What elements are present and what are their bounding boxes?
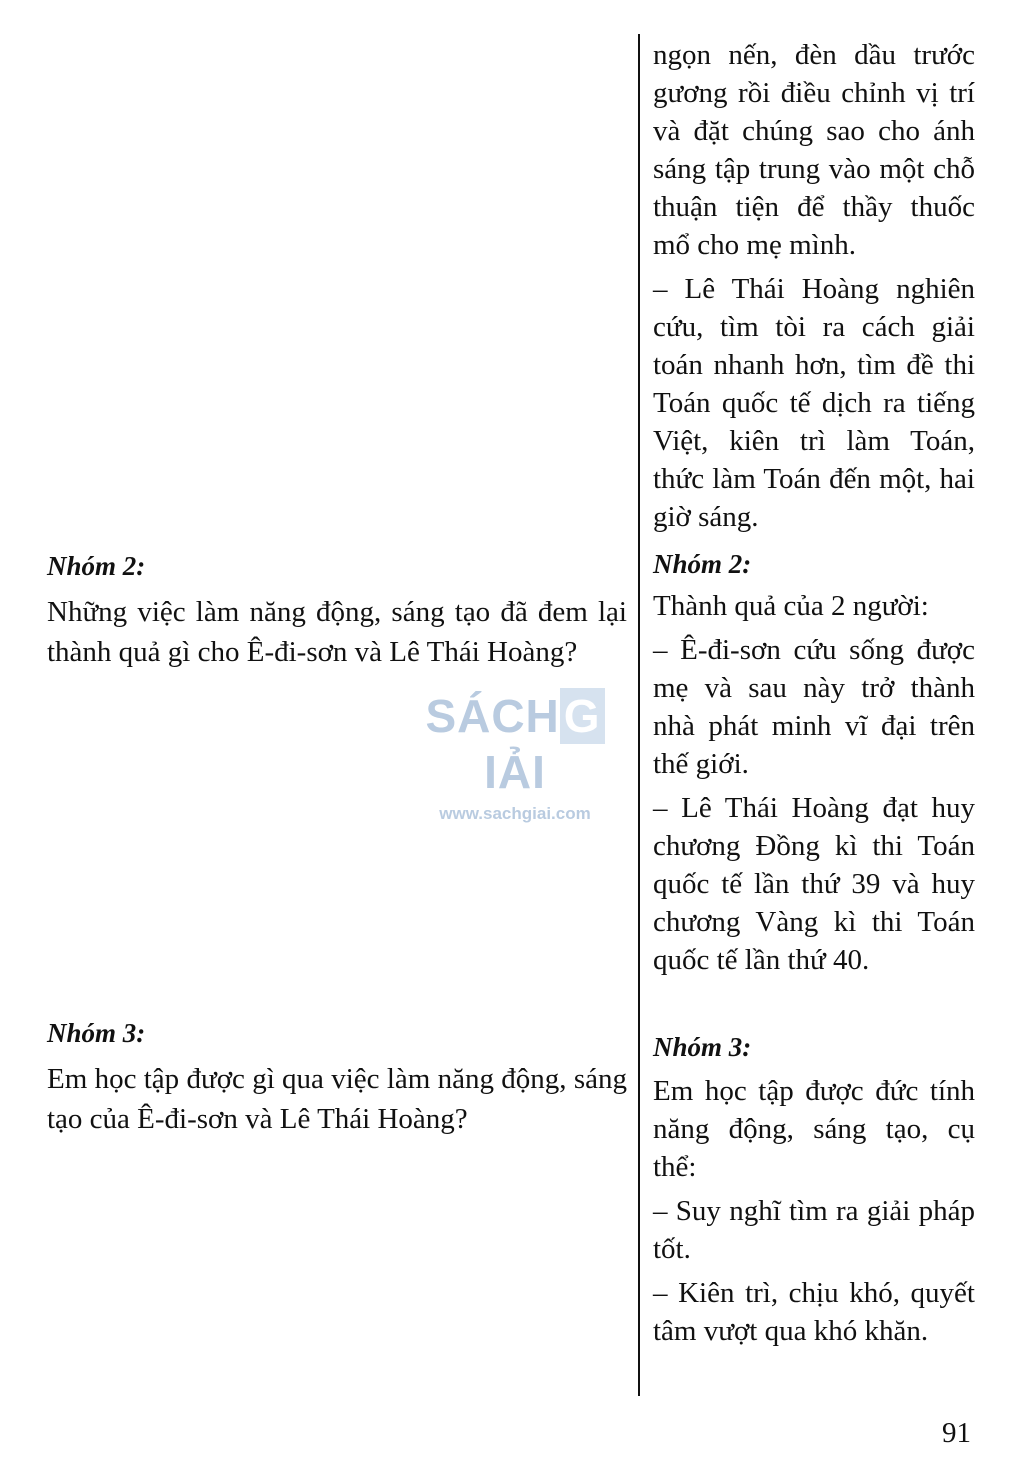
right-nhom2-edison: – Ê-đi-sơn cứu sống được mẹ và sau này trở thành nhà phát minh vĩ đại trên thế giới. [653,634,975,780]
right-nhom2-hoang: – Lê Thái Hoàng đạt huy chương Đồng kì thi Toán quốc tế lần thứ 39 và huy chương Vàng kì thi Toán quốc tế lần thứ 40. [653,792,975,976]
left-nhom2-question: Những việc làm năng động, sáng tạo đã đem lại thành quả gì cho Ê-đi-sơn và Lê Thái Hoàng? [47,596,627,668]
left-nhom3-question: Em học tập được gì qua việc làm năng động, sáng tạo của Ê-đi-sơn và Lê Thái Hoàng? [47,1063,627,1135]
right-continued-paragraph: ngọn nến, đèn dầu trước gương rồi điều chỉnh vị trí và đặt chúng sao cho ánh sáng tập trung vào một chỗ thuận tiện để thầy thuốc mổ cho mẹ mình. [653,39,975,261]
right-nhom3-block [653,1028,975,1356]
left-nhom3-heading: Nhóm 3: [47,1018,146,1048]
watermark-brand-g: G [560,688,605,744]
right-nhom2-block [653,545,975,985]
sachgiai-watermark [400,688,630,824]
watermark-url: www.sachgiai.com [439,804,591,823]
left-nhom2-block [47,546,627,678]
watermark-brand-right: IẢI [484,746,546,798]
watermark-brand-left: SÁCH [425,690,560,742]
watermark-logo [400,688,630,800]
right-nhom2-intro: Thành quả của 2 người: [653,590,929,622]
right-top-block [653,36,975,542]
page-number: 91 [942,1417,971,1449]
right-nhom3-item-1: – Suy nghĩ tìm ra giải pháp tốt. [653,1195,975,1265]
left-nhom3-block [47,1013,627,1145]
column-divider [638,34,640,1396]
right-le-thai-hoang-paragraph: – Lê Thái Hoàng nghiên cứu, tìm tòi ra cách giải toán nhanh hơn, tìm đề thi Toán quốc tế dịch ra tiếng Việt, kiên trì làm Toán, thức làm Toán đến một, hai giờ sáng. [653,273,975,533]
right-nhom3-heading: Nhóm 3: [653,1032,752,1062]
right-nhom3-intro: Em học tập được đức tính năng động, sáng tạo, cụ thể: [653,1075,975,1183]
right-nhom2-heading: Nhóm 2: [653,549,752,579]
left-nhom2-heading: Nhóm 2: [47,551,146,581]
right-nhom3-item-2: – Kiên trì, chịu khó, quyết tâm vượt qua khó khăn. [653,1277,975,1347]
